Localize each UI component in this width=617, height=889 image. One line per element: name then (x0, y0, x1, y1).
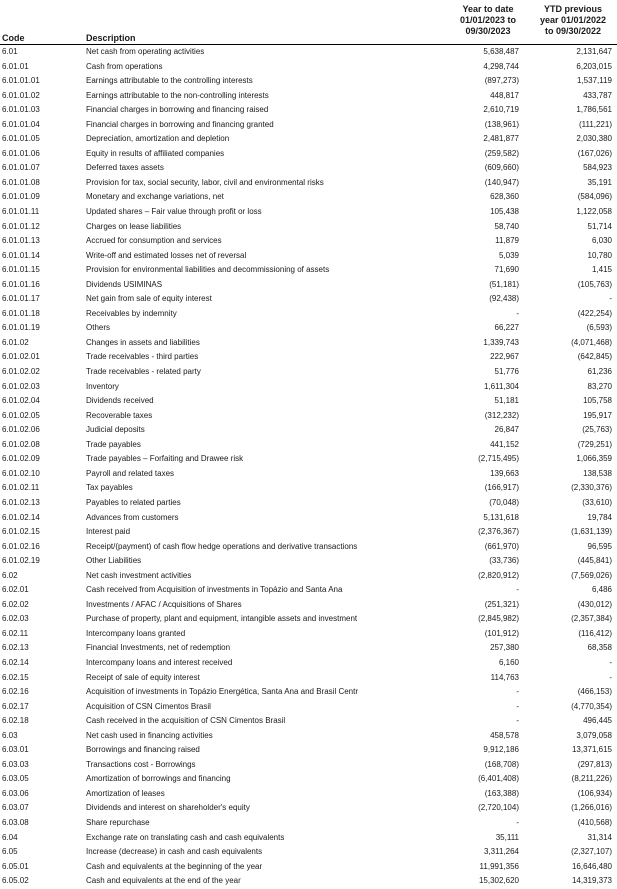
row-previous-value: (25,763) (582, 425, 612, 435)
row-description: Amortization of leases (86, 788, 165, 798)
table-row (0, 452, 617, 467)
row-current-value: 5,131,618 (483, 512, 519, 522)
row-previous-value: (111,221) (578, 119, 612, 129)
row-previous-value: 83,270 (587, 381, 612, 391)
table-row (0, 729, 617, 744)
row-previous-value: (33,610) (582, 497, 612, 507)
row-current-value: - (516, 716, 519, 726)
row-code: 6.01.02.16 (2, 541, 40, 551)
row-description: Recoverable taxes (86, 410, 153, 420)
table-row (0, 350, 617, 365)
row-code: 6.02.01 (2, 585, 29, 595)
row-code: 6.01.01.17 (2, 294, 40, 304)
row-previous-value: (642,845) (577, 352, 612, 362)
table-row (0, 787, 617, 802)
row-description: Earnings attributable to the controlling interests (86, 76, 253, 86)
row-current-value: (101,912) (484, 628, 519, 638)
row-current-value: (661,970) (484, 541, 519, 551)
row-current-value: 11,879 (495, 236, 519, 246)
row-current-value: 4,298,744 (483, 61, 519, 71)
row-current-value: 441,152 (490, 439, 519, 449)
row-previous-value: 433,787 (583, 90, 612, 100)
row-code: 6.01.02.06 (2, 425, 40, 435)
row-description: Trade receivables - third parties (86, 352, 199, 362)
row-previous-value: 105,758 (583, 396, 612, 406)
row-current-value: - (516, 701, 519, 711)
table-row (0, 438, 617, 453)
row-current-value: 71,690 (494, 265, 519, 275)
row-code: 6.01.02.01 (2, 352, 40, 362)
table-row (0, 467, 617, 482)
row-previous-value: 14,319,373 (571, 876, 612, 886)
row-description: Interest paid (86, 527, 131, 537)
table-row (0, 103, 617, 118)
row-current-value: - (516, 308, 519, 318)
row-description: Other Liabilities (86, 556, 142, 566)
row-code: 6.04 (2, 832, 18, 842)
row-previous-value: (6,593) (586, 323, 612, 333)
row-previous-value: 6,203,015 (576, 61, 612, 71)
row-code: 6.01.01.13 (2, 236, 40, 246)
row-code: 6.01.01.08 (2, 177, 40, 187)
row-description: Borrowings and financing raised (86, 745, 200, 755)
row-description: Dividends USIMINAS (86, 279, 163, 289)
row-description: Financial Investments, net of redemption (86, 643, 231, 653)
table-row (0, 671, 617, 686)
row-previous-value: 35,191 (587, 177, 612, 187)
row-current-value: 114,763 (490, 672, 519, 682)
row-previous-value: (584,096) (577, 192, 612, 202)
row-code: 6.01.01.11 (2, 207, 40, 217)
row-code: 6.01.02.11 (2, 483, 40, 493)
table-row (0, 612, 617, 627)
row-description: Investments / AFAC / Acquisitions of Shares (86, 599, 242, 609)
row-previous-value: (8,211,226) (571, 774, 612, 784)
header-previous-period: YTD previous year 01/01/2022 to 09/30/2022 (539, 4, 607, 36)
row-description: Deferred taxes assets (86, 163, 164, 173)
row-code: 6.01.01.06 (2, 148, 40, 158)
table-row (0, 132, 617, 147)
row-previous-value: (297,813) (577, 759, 612, 769)
row-previous-value: - (609, 657, 612, 667)
row-description: Financial charges in borrowing and financing granted (86, 119, 274, 129)
row-description: Charges on lease liabilities (86, 221, 182, 231)
row-current-value: 2,481,877 (483, 134, 519, 144)
row-current-value: 139,663 (490, 468, 519, 478)
row-current-value: (259,582) (484, 148, 519, 158)
row-code: 6.03.05 (2, 774, 29, 784)
table-row (0, 147, 617, 162)
row-previous-value: (1,631,139) (571, 527, 612, 537)
row-current-value: (897,273) (484, 76, 519, 86)
table-row (0, 74, 617, 89)
row-description: Trade payables – Forfaiting and Drawee risk (86, 454, 244, 464)
table-row (0, 380, 617, 395)
row-previous-value: (167,026) (577, 148, 612, 158)
row-previous-value: (729,251) (577, 439, 612, 449)
table-row (0, 423, 617, 438)
table-row (0, 307, 617, 322)
row-previous-value: (106,934) (577, 788, 612, 798)
table-row (0, 365, 617, 380)
row-current-value: 15,302,620 (478, 876, 519, 886)
row-code: 6.01.02.19 (2, 556, 40, 566)
row-description: Earnings attributable to the non-controlling interests (86, 90, 269, 100)
table-row (0, 801, 617, 816)
table-row (0, 627, 617, 642)
row-description: Acquisition of investments in Topázio Energética, Santa Ana and Brasil Centr (86, 687, 359, 697)
row-description: Advances from customers (86, 512, 179, 522)
table-row (0, 656, 617, 671)
row-current-value: 458,578 (490, 730, 519, 740)
row-description: Share repurchase (86, 817, 150, 827)
row-previous-value: 13,371,615 (571, 745, 612, 755)
row-description: Trade payables (86, 439, 141, 449)
table-row (0, 190, 617, 205)
row-current-value: (140,947) (484, 177, 519, 187)
row-current-value: 1,339,743 (483, 337, 519, 347)
row-code: 6.03.03 (2, 759, 29, 769)
table-body (0, 44, 617, 889)
row-current-value: (168,708) (484, 759, 519, 769)
table-row (0, 89, 617, 104)
row-current-value: (138,961) (484, 119, 519, 129)
row-previous-value: (116,412) (578, 628, 612, 638)
table-row (0, 714, 617, 729)
row-code: 6.01.02.13 (2, 497, 40, 507)
row-current-value: 2,610,719 (483, 105, 519, 115)
row-code: 6.01.02.02 (2, 367, 40, 377)
row-description: Updated shares – Fair value through profit or loss (86, 207, 262, 217)
row-code: 6.01.01 (2, 61, 29, 71)
row-description: Cash from operations (86, 61, 163, 71)
row-code: 6.01.01.18 (2, 308, 40, 318)
row-previous-value: (1,266,016) (571, 803, 612, 813)
table-row (0, 743, 617, 758)
row-current-value: 51,181 (494, 396, 519, 406)
table-row (0, 220, 617, 235)
row-current-value: 35,111 (495, 832, 519, 842)
table-header (0, 4, 617, 44)
row-current-value: 58,740 (494, 221, 519, 231)
row-previous-value: 584,923 (583, 163, 612, 173)
row-previous-value: 6,486 (591, 585, 612, 595)
row-previous-value: (2,330,376) (571, 483, 612, 493)
table-row (0, 292, 617, 307)
row-current-value: 257,380 (490, 643, 519, 653)
row-current-value: 9,912,186 (483, 745, 519, 755)
row-description: Receivables by indemnity (86, 308, 177, 318)
row-previous-value: 31,314 (587, 832, 612, 842)
row-current-value: 3,311,264 (484, 847, 519, 857)
row-previous-value: 1,122,058 (576, 207, 612, 217)
table-row (0, 525, 617, 540)
row-description: Cash and equivalents at the beginning of the year (86, 861, 263, 871)
row-current-value: (2,820,912) (478, 570, 519, 580)
row-previous-value: (2,357,384) (571, 614, 612, 624)
row-code: 6.01.02.15 (2, 527, 40, 537)
table-row (0, 176, 617, 191)
row-previous-value: (4,071,468) (571, 337, 612, 347)
row-description: Dividends and interest on shareholder's equity (86, 803, 250, 813)
row-code: 6.01.01.02 (2, 90, 40, 100)
row-current-value: 5,039 (498, 250, 519, 260)
row-previous-value: 1,415 (591, 265, 612, 275)
row-description: Intercompany loans and interest received (86, 657, 233, 667)
row-description: Payroll and related taxes (86, 468, 175, 478)
row-description: Intercompany loans granted (86, 628, 186, 638)
row-description: Net cash investment activities (86, 570, 192, 580)
table-row (0, 60, 617, 75)
row-current-value: 105,438 (490, 207, 519, 217)
row-code: 6.02.18 (2, 716, 29, 726)
table-row (0, 583, 617, 598)
row-current-value: (2,376,367) (478, 527, 519, 537)
row-current-value: (609,660) (484, 163, 519, 173)
row-current-value: (51,181) (489, 279, 519, 289)
row-code: 6.01.01.15 (2, 265, 40, 275)
row-description: Transactions cost - Borrowings (86, 759, 196, 769)
row-previous-value: 195,917 (583, 410, 612, 420)
row-description: Increase (decrease) in cash and cash equivalents (86, 847, 263, 857)
row-current-value: 448,817 (490, 90, 519, 100)
table-row (0, 394, 617, 409)
row-code: 6.02 (2, 570, 18, 580)
row-code: 6.01.02.05 (2, 410, 40, 420)
table-row (0, 554, 617, 569)
row-previous-value: 3,079,058 (576, 730, 612, 740)
table-row (0, 511, 617, 526)
row-description: Inventory (86, 381, 119, 391)
table-row (0, 481, 617, 496)
table-row (0, 831, 617, 846)
row-current-value: (312,232) (484, 410, 519, 420)
row-code: 6.01.02.14 (2, 512, 40, 522)
row-description: Write-off and estimated losses net of reversal (86, 250, 247, 260)
row-code: 6.03.08 (2, 817, 29, 827)
table-row (0, 540, 617, 555)
table-row (0, 205, 617, 220)
table-row (0, 249, 617, 264)
row-code: 6.02.14 (2, 657, 29, 667)
row-description: Monetary and exchange variations, net (86, 192, 224, 202)
row-code: 6.01.01.07 (2, 163, 40, 173)
table-row (0, 263, 617, 278)
row-description: Receipt/(payment) of cash flow hedge operations and derivative transactions (86, 541, 358, 551)
row-code: 6.01 (2, 47, 18, 56)
table-row (0, 700, 617, 715)
row-current-value: (70,048) (489, 497, 519, 507)
table-row (0, 161, 617, 176)
row-current-value: (251,321) (484, 599, 519, 609)
row-description: Depreciation, amortization and depletion (86, 134, 230, 144)
row-current-value: 11,991,356 (479, 861, 519, 871)
table-row (0, 816, 617, 831)
row-current-value: (2,845,982) (478, 614, 519, 624)
row-previous-value: (4,770,354) (571, 701, 612, 711)
row-description: Tax payables (86, 483, 133, 493)
table-row (0, 758, 617, 773)
row-description: Trade receivables - related party (86, 367, 201, 377)
row-previous-value: 1,537,119 (577, 76, 612, 86)
row-description: Payables to related parties (86, 497, 181, 507)
row-previous-value: 1,066,359 (576, 454, 612, 464)
row-previous-value: 68,358 (587, 643, 612, 653)
table-row (0, 598, 617, 613)
row-description: Equity in results of affiliated companies (86, 148, 225, 158)
row-code: 6.02.13 (2, 643, 29, 653)
table-row (0, 409, 617, 424)
table-row (0, 641, 617, 656)
row-current-value: (163,388) (484, 788, 519, 798)
row-code: 6.05.02 (2, 876, 29, 886)
row-code: 6.01.01.14 (2, 250, 40, 260)
row-code: 6.01.02.10 (2, 468, 40, 478)
table-row (0, 321, 617, 336)
row-description: Cash received in the acquisition of CSN Cimentos Brasil (86, 716, 286, 726)
row-current-value: - (516, 817, 519, 827)
table-row (0, 336, 617, 351)
row-current-value: 6,160 (498, 657, 519, 667)
table-row (0, 496, 617, 511)
table-row (0, 845, 617, 860)
row-code: 6.02.11 (2, 628, 29, 638)
row-description: Financial charges in borrowing and financing raised (86, 105, 269, 115)
row-previous-value: 16,646,480 (571, 861, 612, 871)
row-previous-value: (445,841) (577, 556, 612, 566)
row-code: 6.01.02 (2, 337, 29, 347)
row-previous-value: (422,254) (577, 308, 612, 318)
row-current-value: 5,638,487 (483, 47, 519, 56)
row-description: Amortization of borrowings and financing (86, 774, 231, 784)
row-description: Cash received from Acquisition of investments in Topázio and Santa Ana (86, 585, 343, 595)
row-previous-value: 496,445 (583, 716, 612, 726)
row-description: Exchange rate on translating cash and cash equivalents (86, 832, 285, 842)
row-description: Receipt of sale of equity interest (86, 672, 200, 682)
row-previous-value: 1,786,561 (576, 105, 612, 115)
table-row (0, 569, 617, 584)
row-description: Acquisition of CSN Cimentos Brasil (86, 701, 211, 711)
row-previous-value: (410,568) (577, 817, 612, 827)
header-current-period: Year to date 01/01/2023 to 09/30/2023 (459, 4, 517, 36)
row-previous-value: (430,012) (577, 599, 612, 609)
row-code: 6.02.15 (2, 672, 29, 682)
row-previous-value: 10,780 (587, 250, 612, 260)
row-description: Judicial deposits (86, 425, 145, 435)
row-code: 6.02.03 (2, 614, 29, 624)
row-code: 6.05.01 (2, 861, 29, 871)
row-code: 6.01.01.12 (2, 221, 40, 231)
row-code: 6.02.16 (2, 687, 29, 697)
row-code: 6.01.01.16 (2, 279, 40, 289)
row-previous-value: (7,569,026) (571, 570, 612, 580)
row-previous-value: 96,595 (587, 541, 612, 551)
header-description: Description (86, 33, 136, 43)
table-row (0, 685, 617, 700)
header-code: Code (2, 33, 25, 43)
table-row (0, 234, 617, 249)
row-code: 6.03.07 (2, 803, 29, 813)
row-current-value: 26,847 (494, 425, 519, 435)
row-previous-value: - (609, 672, 612, 682)
row-previous-value: 6,030 (591, 236, 612, 246)
table-row (0, 874, 617, 889)
table-row (0, 118, 617, 133)
cash-flow-table (0, 4, 617, 889)
row-code: 6.01.02.04 (2, 396, 40, 406)
row-code: 6.01.02.08 (2, 439, 40, 449)
row-current-value: 1,611,304 (484, 381, 519, 391)
table-row (0, 772, 617, 787)
row-current-value: (166,917) (484, 483, 519, 493)
row-current-value: 222,967 (490, 352, 519, 362)
row-current-value: (6,401,408) (478, 774, 519, 784)
row-previous-value: 2,030,380 (576, 134, 612, 144)
row-previous-value: (105,763) (577, 279, 612, 289)
row-description: Purchase of property, plant and equipment, intangible assets and investment (86, 614, 358, 624)
row-code: 6.01.01.09 (2, 192, 40, 202)
row-description: Changes in assets and liabilities (86, 337, 200, 347)
row-previous-value: (466,153) (577, 687, 612, 697)
row-previous-value: 138,538 (583, 468, 612, 478)
row-code: 6.03 (2, 730, 18, 740)
row-code: 6.01.01.05 (2, 134, 40, 144)
row-previous-value: 61,236 (587, 367, 612, 377)
row-description: Provision for tax, social security, labor, civil and environmental risks (86, 177, 324, 187)
row-code: 6.01.01.01 (2, 76, 40, 86)
row-code: 6.01.01.03 (2, 105, 40, 115)
table-row (0, 44, 617, 60)
row-previous-value: - (609, 294, 612, 304)
row-previous-value: 51,714 (587, 221, 612, 231)
row-previous-value: 2,131,647 (576, 47, 612, 56)
row-current-value: - (516, 687, 519, 697)
row-code: 6.03.01 (2, 745, 29, 755)
row-code: 6.01.02.09 (2, 454, 40, 464)
row-current-value: (2,720,104) (478, 803, 519, 813)
row-description: Net gain from sale of equity interest (86, 294, 212, 304)
row-code: 6.01.01.19 (2, 323, 40, 333)
row-description: Net cash used in financing activities (86, 730, 213, 740)
row-current-value: (33,736) (489, 556, 519, 566)
row-description: Dividends received (86, 396, 154, 406)
row-current-value: 66,227 (494, 323, 519, 333)
row-code: 6.01.01.04 (2, 119, 40, 129)
row-current-value: (2,715,495) (478, 454, 519, 464)
row-current-value: 51,776 (494, 367, 519, 377)
row-code: 6.03.06 (2, 788, 29, 798)
row-previous-value: (2,327,107) (571, 847, 612, 857)
row-current-value: (92,438) (489, 294, 519, 304)
row-description: Net cash from operating activities (86, 47, 205, 56)
row-previous-value: 19,784 (587, 512, 612, 522)
row-code: 6.05 (2, 847, 18, 857)
row-current-value: - (516, 585, 519, 595)
row-description: Accrued for consumption and services (86, 236, 222, 246)
table-row (0, 278, 617, 293)
row-current-value: 628,360 (490, 192, 519, 202)
row-code: 6.02.17 (2, 701, 29, 711)
row-description: Cash and equivalents at the end of the year (86, 876, 241, 886)
row-description: Provision for environmental liabilities and decommissioning of assets (86, 265, 330, 275)
row-code: 6.01.02.03 (2, 381, 40, 391)
row-description: Others (86, 323, 111, 333)
table-row (0, 860, 617, 875)
row-code: 6.02.02 (2, 599, 29, 609)
